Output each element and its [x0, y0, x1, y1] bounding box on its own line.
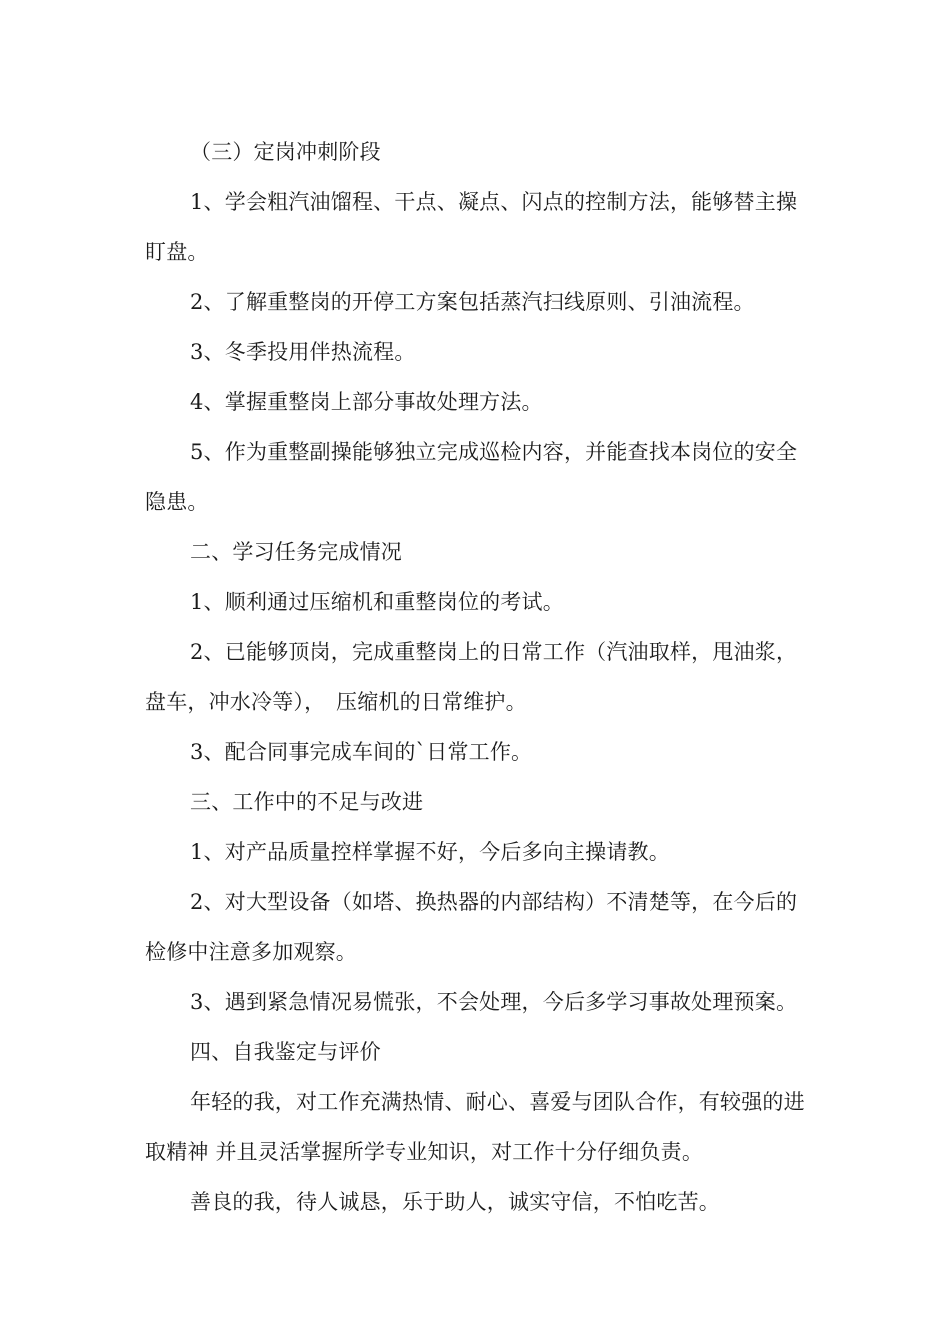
paragraph-self-evaluation-1: 年轻的我，对工作充满热情、耐心、喜爱与团队合作，有较强的进取精神 并且灵活掌握所学专业知识，对工作十分仔细负责。	[145, 1090, 805, 1164]
paragraph-item-5: 5、作为重整副操能够独立完成巡检内容，并能查找本岗位的安全隐患。	[145, 440, 798, 514]
paragraph-item-2: 2、了解重整岗的开停工方案包括蒸汽扫线原则、引油流程。	[190, 290, 755, 314]
paragraph-completion-1: 1、顺利通过压缩机和重整岗位的考试。	[190, 590, 564, 614]
paragraph-shortcoming-2: 2、对大型设备（如塔、换热器的内部结构）不清楚等，在今后的检修中注意多加观察。	[145, 890, 798, 964]
paragraph-item-1: 1、学会粗汽油馏程、干点、凝点、闪点的控制方法，能够替主操盯盘。	[145, 190, 798, 264]
paragraph-completion-3: 3、配合同事完成车间的`日常工作。	[190, 740, 533, 764]
section-heading-task-completion: 二、学习任务完成情况	[190, 540, 402, 564]
paragraph-item-4: 4、掌握重整岗上部分事故处理方法。	[190, 390, 543, 414]
paragraph-shortcoming-3: 3、遇到紧急情况易慌张，不会处理，今后多学习事故处理预案。	[190, 990, 798, 1014]
document-body	[145, 127, 810, 1227]
paragraph-completion-2: 2、已能够顶岗，完成重整岗上的日常工作（汽油取样，甩油浆，盘车，冲水冷等）， 压缩机的日常维护。	[145, 640, 798, 714]
section-heading-shortcomings: 三、工作中的不足与改进	[190, 790, 424, 814]
paragraph-shortcoming-1: 1、对产品质量控样掌握不好，今后多向主操请教。	[190, 840, 670, 864]
paragraph-item-3: 3、冬季投用伴热流程。	[190, 340, 416, 364]
paragraph-self-evaluation-2: 善良的我，待人诚恳，乐于助人，诚实守信，不怕吃苦。	[190, 1190, 720, 1214]
section-heading-self-evaluation: 四、自我鉴定与评价	[190, 1040, 381, 1064]
section-heading-stage-three: （三）定岗冲刺阶段	[190, 140, 381, 164]
